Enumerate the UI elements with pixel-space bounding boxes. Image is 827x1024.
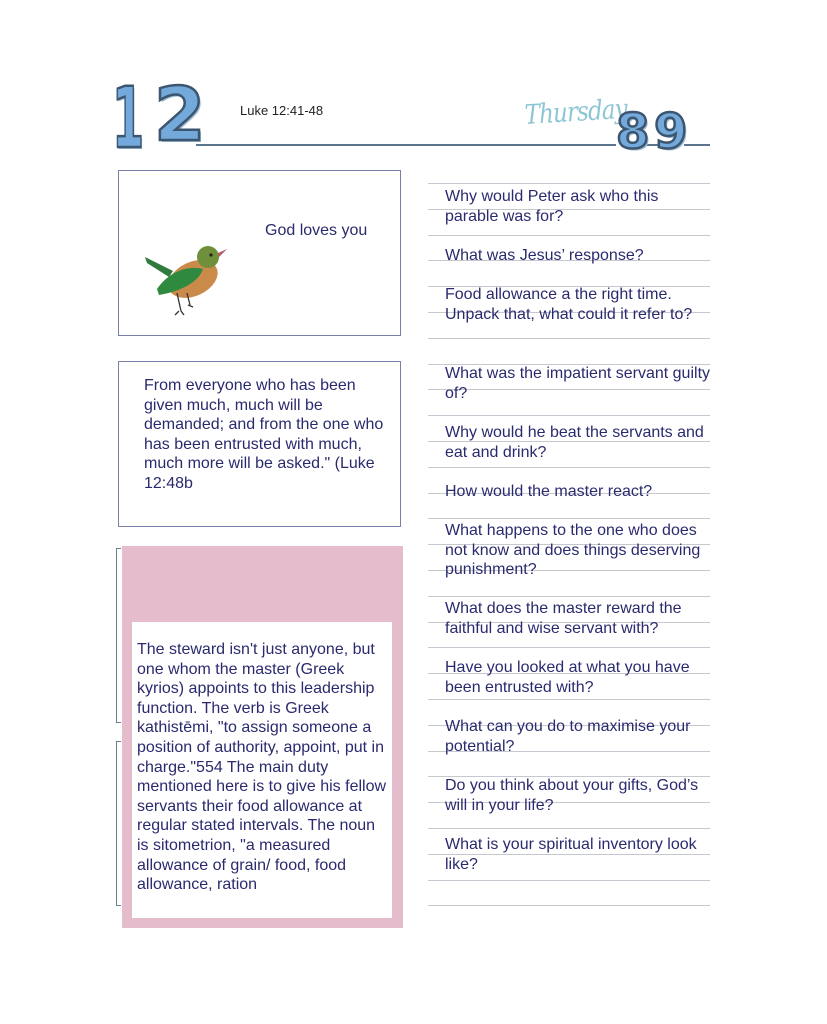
commentary-card xyxy=(132,622,392,918)
commentary-text: The steward isn't just anyone, but one whom the master (Greek kyrios) appoints to this leadership function. The verb is Greek kathistēmi, "to assign someone a position of authority, appoint, put in charge."554 The main duty mentioned here is to give his fellow servants their food allowance at regular stated intervals. The noun is sitometrion, "a measured allowance of grain/ food, food allowance, ration xyxy=(137,641,387,894)
rule-line xyxy=(428,518,710,519)
question-item: Food allowance a the right time. Unpack that, what could it refer to? xyxy=(445,286,693,323)
question-item: What can you do to maximise your potential? xyxy=(445,718,691,755)
verse-card xyxy=(118,361,401,527)
rule-line xyxy=(428,596,710,597)
bracket-top xyxy=(116,548,121,723)
question-item: What is your spiritual inventory look like? xyxy=(445,836,697,873)
bracket-bottom xyxy=(116,741,121,906)
question-item: Have you looked at what you have been entrusted with? xyxy=(445,659,690,696)
rule-line xyxy=(428,699,710,700)
question-item: What was the impatient servant guilty of? xyxy=(445,365,711,402)
header-rule-main xyxy=(196,144,616,146)
commentary-panel xyxy=(122,546,403,928)
question-item: What does the master reward the faithful and wise servant with? xyxy=(445,600,682,637)
question-item: Why would he beat the servants and eat and drink? xyxy=(445,424,704,461)
question-item: Do you think about your gifts, God’s will in your life? xyxy=(445,777,699,814)
rule-line xyxy=(428,905,710,906)
question-item: What was Jesus’ response? xyxy=(445,247,644,264)
date-digit-1: 8 xyxy=(616,104,650,160)
rule-line xyxy=(428,415,710,416)
verse-text: From everyone who has been given much, much will be demanded; and from the one who has been entrusted with much, much more will be asked." (Luke 12:48b xyxy=(144,377,384,492)
rule-line xyxy=(428,880,710,881)
rule-line xyxy=(428,183,710,184)
month-digit-1: 1 xyxy=(112,69,145,167)
question-item: Why would Peter ask who this parable was for? xyxy=(445,188,659,225)
date-digit-2: 9 xyxy=(654,104,688,160)
rule-line xyxy=(428,467,710,468)
rule-line xyxy=(428,235,710,236)
rule-line xyxy=(428,647,710,648)
god-loves-you-text: God loves you xyxy=(265,222,368,239)
bird-card xyxy=(118,170,401,336)
question-item: How would the master react? xyxy=(445,483,653,500)
bird-icon xyxy=(143,237,233,321)
rule-line xyxy=(428,828,710,829)
question-item: What happens to the one who does not know and does things deserving punishment? xyxy=(445,522,701,579)
day-name: Thursday xyxy=(524,93,628,131)
month-digit-2: 2 xyxy=(154,72,206,158)
header-rule-right xyxy=(684,144,710,146)
rule-line xyxy=(428,338,710,339)
passage-reference: Luke 12:41-48 xyxy=(240,103,324,118)
